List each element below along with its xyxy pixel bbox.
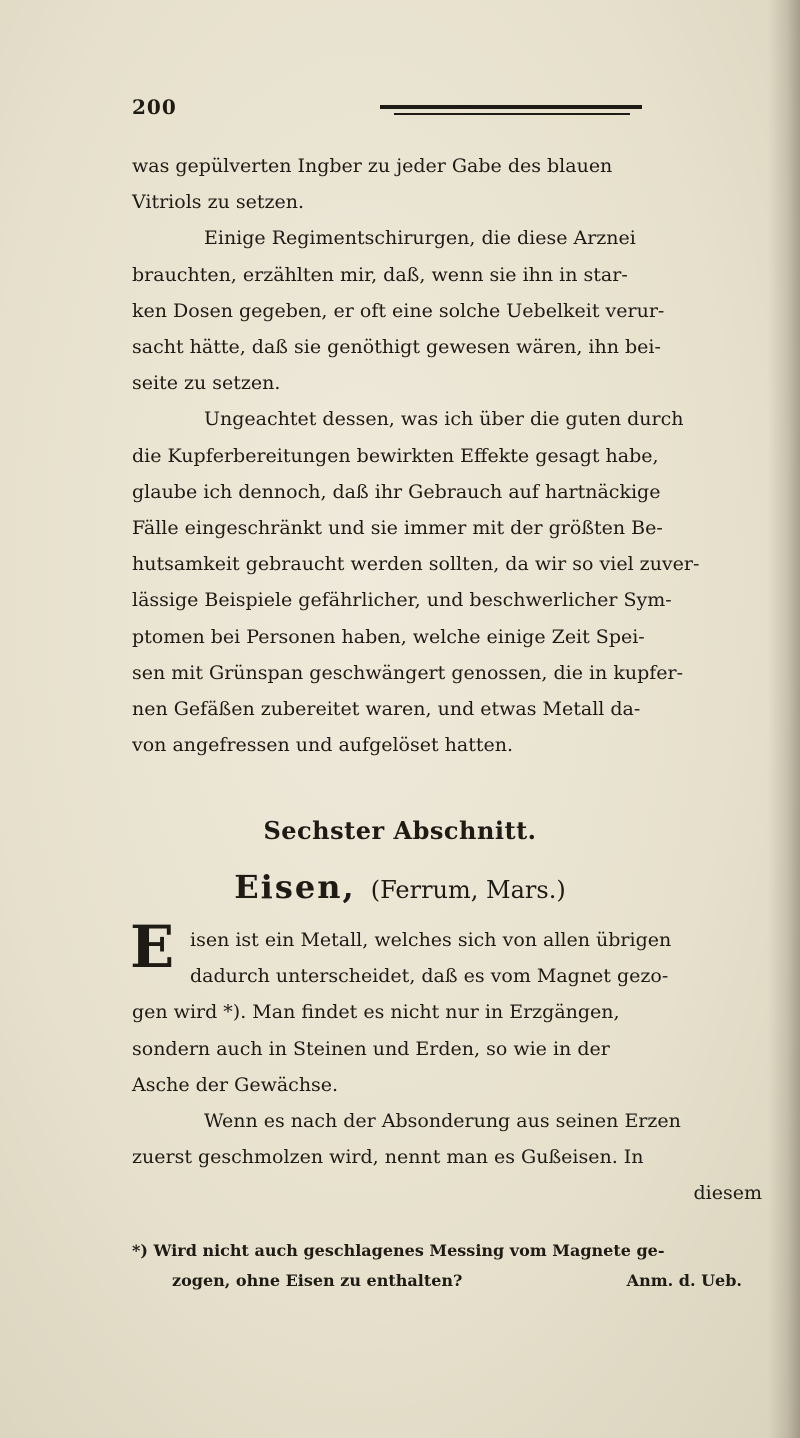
page-number: 200: [132, 95, 177, 119]
text-line: die Kupferbereitungen bewirkten Effekte gesagt habe,: [132, 444, 659, 467]
text-line: Wenn es nach der Absonderung aus seinen Erzen: [204, 1110, 681, 1133]
page-edge-shadow: [768, 0, 800, 1438]
text-line: dadurch unterscheidet, daß es vom Magnet gezo-: [190, 965, 669, 988]
text-line: hutsamkeit gebraucht werden sollten, da wir so viel zuver-: [132, 553, 700, 576]
chapter-title: [0, 868, 800, 906]
text-line: was gepülverten Ingber zu jeder Gabe des blauen: [132, 155, 613, 177]
page-header: [132, 95, 752, 125]
chapter-title-german: Eisen,: [234, 868, 356, 906]
eisen-paragraph: [132, 922, 762, 1212]
footnote-line: *) Wird nicht auch geschlagenes Messing vom Magnete ge-: [132, 1241, 665, 1260]
footnote-attribution: Anm. d. Ueb.: [626, 1271, 742, 1290]
text-line: lässige Beispiele gefährlicher, und beschwerlicher Sym-: [132, 589, 672, 612]
text-line: sen mit Grünspan geschwängert genossen, die in kupfer-: [132, 661, 684, 684]
chapter-title-latin: (Ferrum, Mars.): [370, 876, 566, 904]
text-line: sacht hätte, daß sie genöthigt gewesen wären, ihn bei-: [132, 336, 661, 359]
footnote-text: zogen, ohne Eisen zu enthalten?: [172, 1271, 463, 1290]
footnote-line: [132, 1266, 742, 1296]
drop-cap: E: [130, 913, 175, 981]
text-line: nen Gefäßen zubereitet waren, und etwas Metall da-: [132, 698, 641, 721]
text-line: ken Dosen gegeben, er oft eine solche Uebelkeit verur-: [132, 299, 665, 322]
text-line: Einige Regimentschirurgen, die diese Arznei: [204, 227, 636, 250]
header-rule-thin: [394, 113, 630, 115]
text-line: Fälle eingeschränkt und sie immer mit der größten Be-: [132, 517, 663, 540]
text-line: brauchten, erzählten mir, daß, wenn sie ihn in star-: [132, 263, 628, 286]
text-line: glaube ich dennoch, daß ihr Gebrauch auf hartnäckige: [132, 480, 661, 503]
text-line: gen wird *). Man findet es nicht nur in Erzgängen,: [132, 1001, 620, 1024]
text-line: zuerst geschmolzen wird, nennt man es Gußeisen. In: [132, 1146, 644, 1169]
text-line: Vitriols zu setzen.: [132, 191, 305, 214]
text-line: seite zu setzen.: [132, 372, 281, 395]
text-line: sondern auch in Steinen und Erden, so wie in der: [132, 1037, 610, 1060]
top-text: [132, 148, 762, 763]
section-heading: Sechster Abschnitt.: [263, 816, 537, 845]
catchword: diesem: [693, 1182, 762, 1205]
text-line: von angefressen und aufgelöset hatten.: [132, 734, 514, 757]
footnote: [132, 1236, 742, 1296]
header-rule: [380, 105, 642, 109]
text-line: Asche der Gewächse.: [132, 1073, 339, 1096]
text-line: isen ist ein Metall, welches sich von allen übrigen: [190, 929, 672, 951]
text-line: Ungeachtet dessen, was ich über die guten durch: [204, 408, 684, 431]
text-line: ptomen bei Personen haben, welche einige Zeit Spei-: [132, 625, 645, 648]
